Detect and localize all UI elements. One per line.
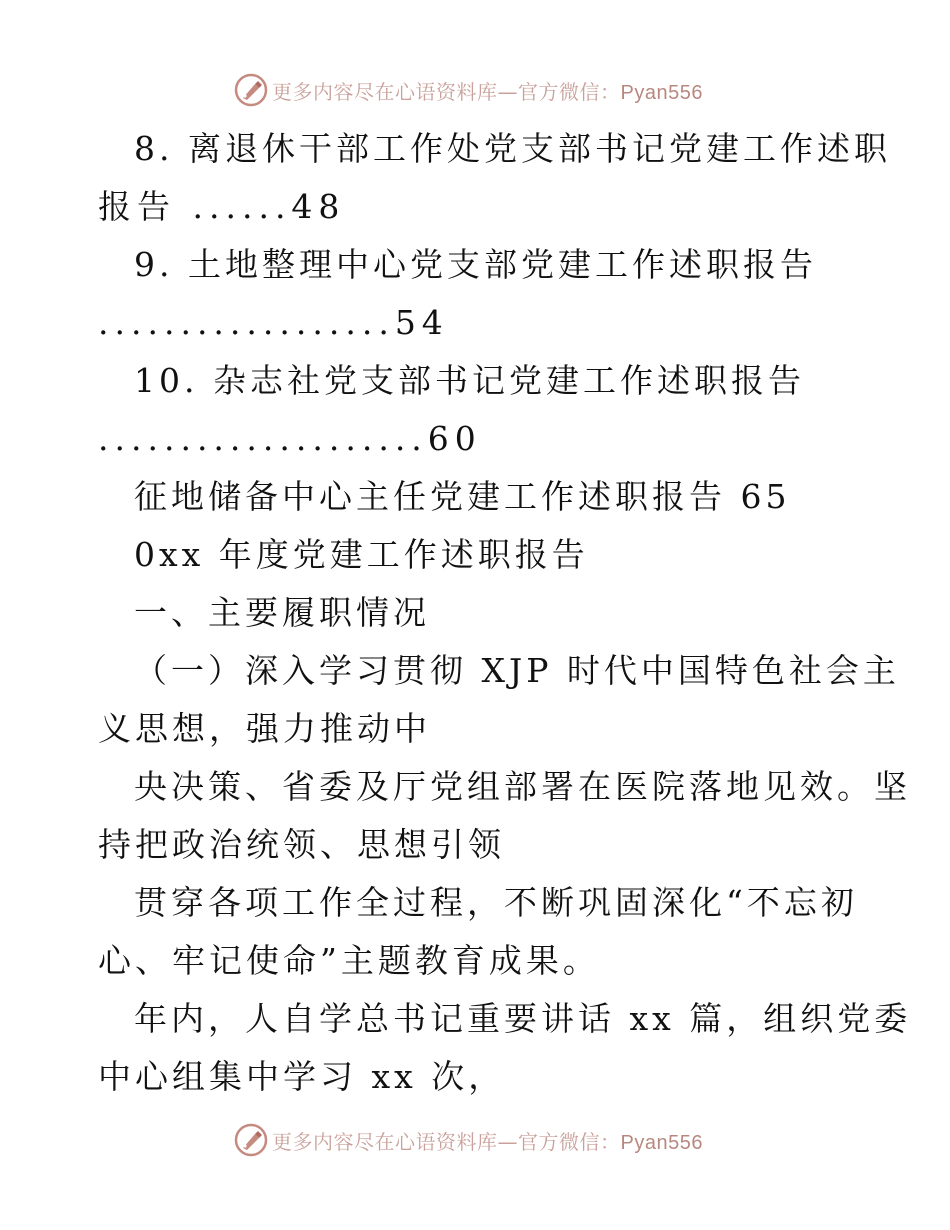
toc-entry-9-page: ..................54 <box>98 303 449 342</box>
toc-entry-10: 10. 杂志社党支部书记党建工作述职报告 <box>134 361 805 400</box>
paragraph-line: 央决策、省委及厅党组部署在医院落地见效。坚 <box>134 767 911 806</box>
pen-logo-icon <box>234 1123 268 1157</box>
watermark-text: 更多内容尽在心语资料库—官方微信：Pyan556 <box>272 1129 703 1154</box>
toc-entry-9: 9. 土地整理中心党支部党建工作述职报告 <box>134 245 817 284</box>
document-body <box>98 120 912 1106</box>
paragraph-line: 持把政治统领、思想引领 <box>98 825 505 864</box>
section-heading: 一、主要履职情况 <box>134 593 430 632</box>
document-title: 0xx 年度党建工作述职报告 <box>134 535 589 574</box>
toc-entry-8-page: 报告 ......48 <box>98 187 346 226</box>
paragraph-line: 心、牢记使命”主题教育成果。 <box>98 941 600 980</box>
paragraph-line: （一）深入学习贯彻 XJP 时代中国特色社会主 <box>134 651 900 690</box>
paragraph-line: 贯穿各项工作全过程，不断巩固深化“不忘初 <box>134 883 858 922</box>
paragraph-line: 中心组集中学习 xx 次， <box>98 1057 506 1096</box>
pen-logo-icon <box>234 73 268 107</box>
footer-watermark <box>234 1122 754 1158</box>
paragraph-line: 义思想，强力推动中 <box>98 709 431 748</box>
toc-entry-8: 8. 离退休干部工作处党支部书记党建工作述职 <box>134 129 891 168</box>
watermark-text: 更多内容尽在心语资料库—官方微信：Pyan556 <box>272 79 703 104</box>
paragraph-line: 年内，人自学总书记重要讲话 xx 篇，组织党委 <box>134 999 912 1038</box>
header-watermark <box>234 72 754 108</box>
toc-entry-11: 征地储备中心主任党建工作述职报告 65 <box>134 477 791 516</box>
toc-entry-10-page: ....................60 <box>98 419 482 458</box>
